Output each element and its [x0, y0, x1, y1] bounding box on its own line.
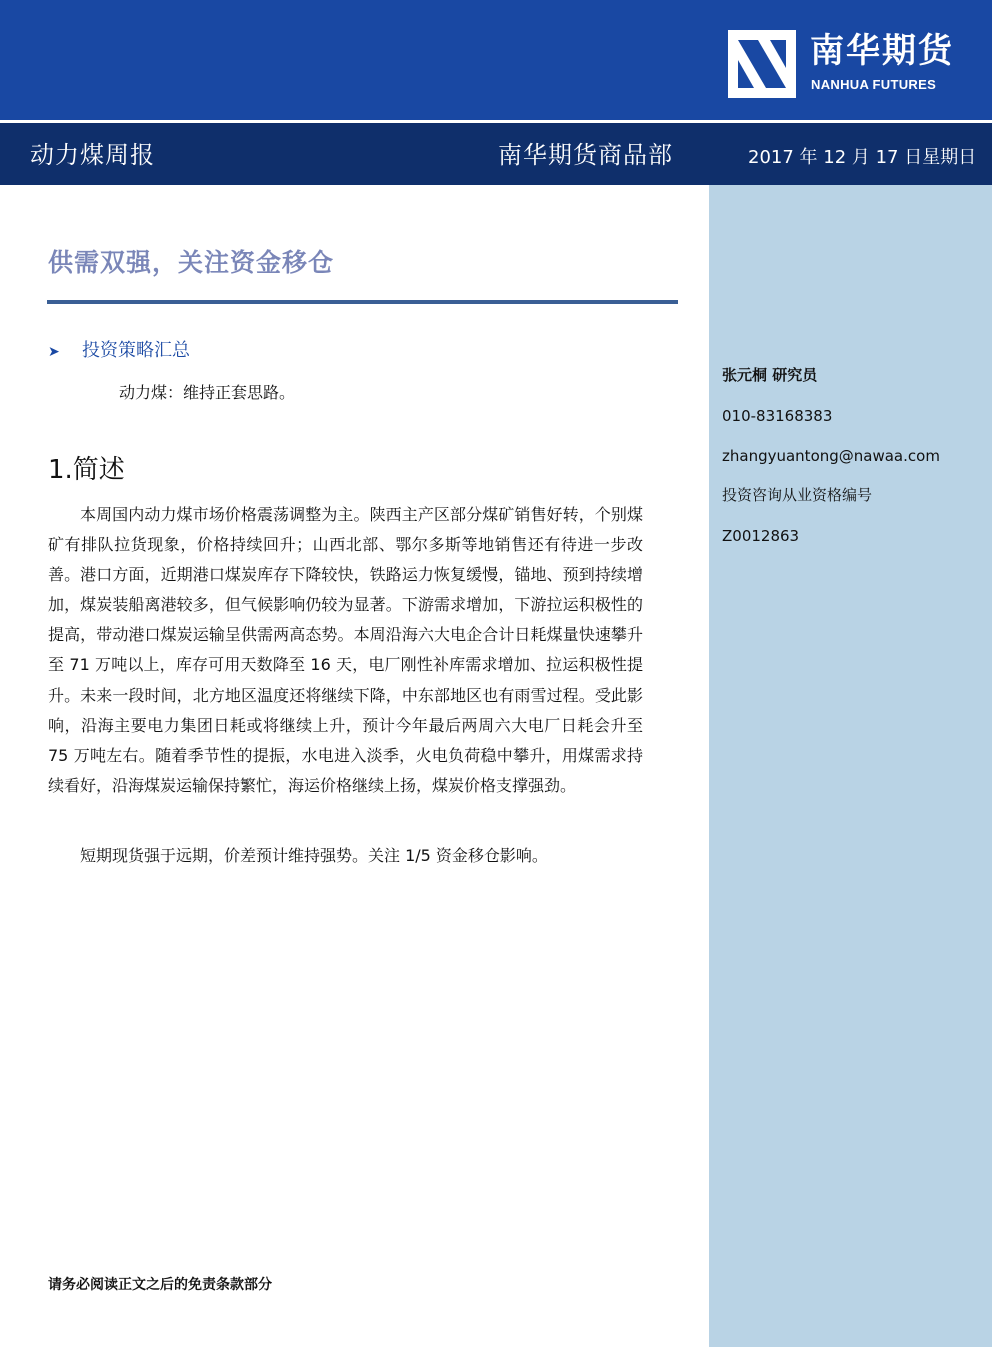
- body-paragraph: 短期现货强于远期，价差预计维持强势。关注 1/5 资金移仓影响。: [80, 846, 548, 865]
- document-title: 供需双强，关注资金移仓: [48, 248, 335, 277]
- strategy-summary: 动力煤：维持正套思路。: [119, 383, 296, 402]
- arrow-bullet-icon: ➤: [48, 344, 60, 360]
- title-divider: [47, 300, 678, 304]
- report-date: 2017 年 12 月 17 日星期日: [748, 147, 977, 168]
- report-name: 动力煤周报: [30, 141, 155, 169]
- department-name: 南华期货商品部: [498, 141, 673, 169]
- nanhua-logo-mark-icon: [728, 30, 796, 98]
- analyst-sidebar: [709, 185, 992, 1347]
- body-paragraph: 本周国内动力煤市场价格震荡调整为主。陕西主产区部分煤矿销售好转，个别煤矿有排队拉货现象，价格持续回升；山西北部、鄂尔多斯等地销售还有待进一步改善。港口方面，近期港口煤炭库存下降较快，铁路运力恢复缓慢，锚地、预到持续增加，煤炭装船离港较多，但气候影响仍较为显著。下游需求增加，下游拉运积极性的提高，带动港口煤炭运输呈供需两高态势。本周沿海六大电企合计日耗煤量快速攀升至 71 万吨以上，库存可用天数降至 16 天，电厂刚性补库需求增加、拉运积极性提升。未来一段时间，北方地区温度还将继续下降，中东部地区也有雨雪过程。受此影响，沿海主要电力集团日耗或将继续上升，预计今年最后两周六大电厂日耗会升至 75 万吨左右。随着季节性的提振，水电进入淡季，火电负荷稳中攀升，用煤需求持续看好，沿海煤炭运输保持繁忙，海运价格继续上扬，煤炭价格支撑强劲。: [48, 505, 643, 795]
- analyst-name: 张元桐 研究员: [722, 366, 818, 384]
- strategy-heading: [48, 340, 190, 362]
- disclaimer-note: 请务必阅读正文之后的免责条款部分: [48, 1277, 272, 1293]
- analyst-cert-number: Z0012863: [722, 527, 800, 545]
- strategy-heading-label: 投资策略汇总: [82, 340, 190, 361]
- analyst-cert-label: 投资咨询从业资格编号: [722, 486, 873, 504]
- logo-name-cn: 南华期货: [810, 31, 954, 71]
- section-heading: 1.简述: [48, 455, 125, 485]
- logo-name-en: NANHUA FUTURES: [811, 77, 937, 92]
- company-logo: [728, 30, 968, 100]
- analyst-phone: 010-83168383: [722, 407, 833, 425]
- analyst-email[interactable]: zhangyuantong@nawaa.com: [722, 447, 940, 465]
